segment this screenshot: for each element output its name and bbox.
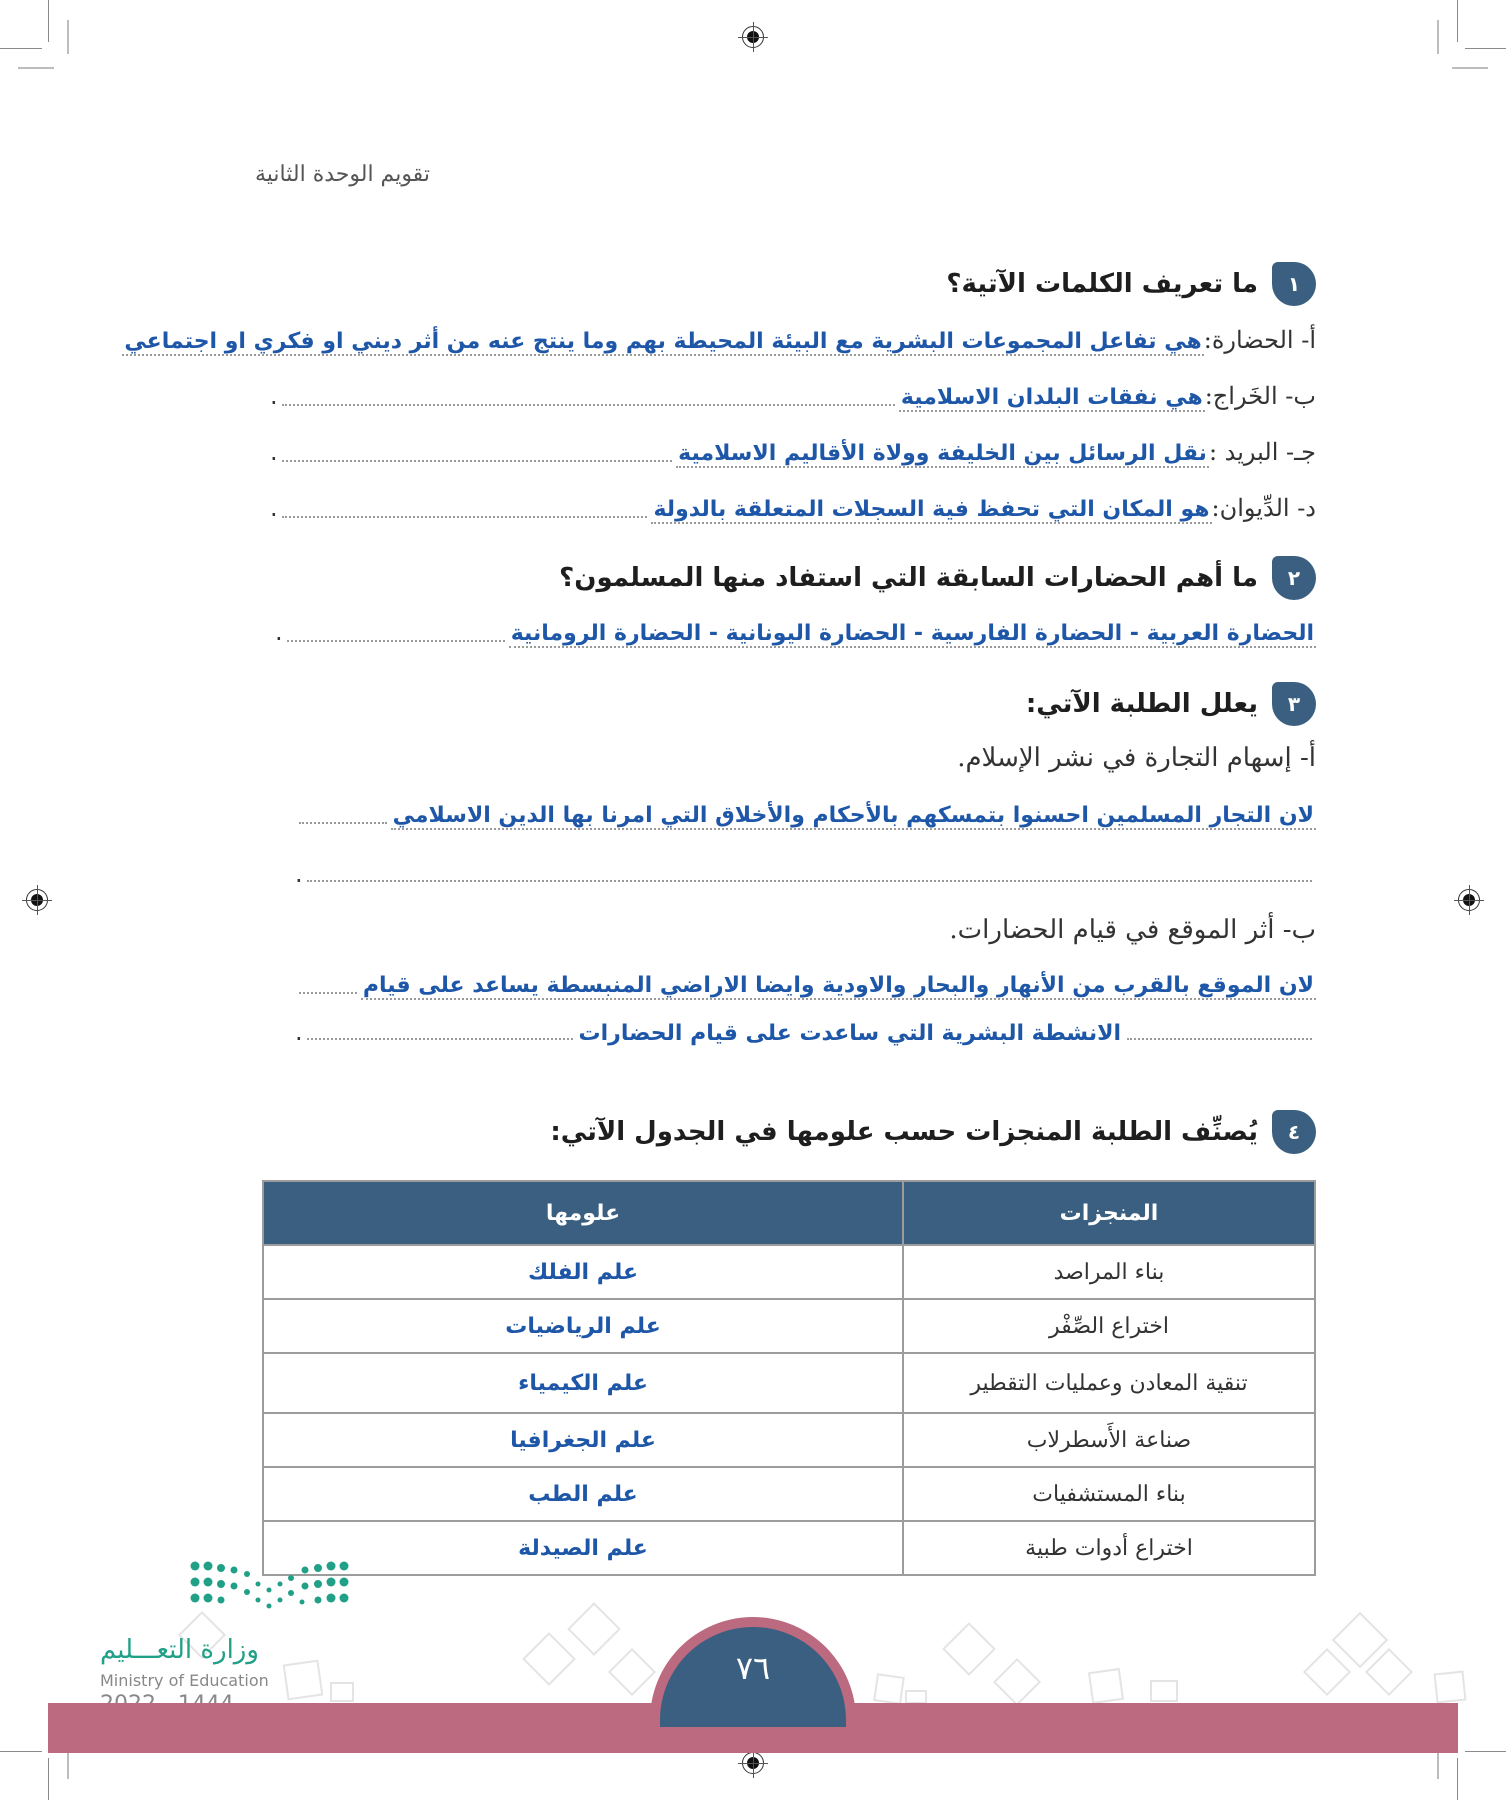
previous-civilizations-answer: الحضارة العربية - الحضارة الفارسية - الحضارة اليونانية - الحضارة الرومانية . bbox=[275, 618, 1314, 646]
table-row bbox=[263, 1353, 1315, 1413]
answer-text[interactable]: لان الموقع بالقرب من الأنهار والبحار والاودية وايضا الاراضي المنبسطة يساعد على قيام bbox=[362, 973, 1314, 998]
answer-text[interactable]: هي نفقات البلدان الاسلامية bbox=[900, 385, 1203, 410]
definition-barid: جـ- البريد : نقل الرسائل بين الخليفة وولاة الأقاليم الاسلامية . bbox=[270, 438, 1316, 466]
achievement-cell: تنقية المعادن وعمليات التقطير bbox=[903, 1353, 1315, 1413]
table-header-row bbox=[263, 1181, 1315, 1245]
column-header-achievements: المنجزات bbox=[903, 1181, 1315, 1245]
dotted-line bbox=[282, 460, 672, 462]
science-cell[interactable]: علم الرياضيات bbox=[263, 1299, 903, 1353]
decorative-square bbox=[330, 1682, 354, 1702]
answer-line bbox=[295, 973, 1316, 1000]
definition-kharaj: ب- الخَراج: هي نفقات البلدان الاسلامية . bbox=[270, 382, 1316, 410]
dotted-line bbox=[307, 1038, 573, 1040]
table-row bbox=[263, 1245, 1315, 1299]
table-row bbox=[263, 1413, 1315, 1467]
question-2-heading bbox=[559, 556, 1316, 600]
ministry-name-arabic: وزارة التعـــليم bbox=[100, 1635, 259, 1665]
achievement-cell: اختراع أدوات طبية bbox=[903, 1521, 1315, 1575]
dotted-line bbox=[287, 640, 505, 642]
question-1-heading bbox=[946, 262, 1316, 306]
decorative-square bbox=[1088, 1668, 1124, 1704]
answer-text[interactable]: هي تفاعل المجموعات البشرية مع البيئة المحيطة بهم وما ينتج عنه من أثر ديني او فكري او اجتماعي bbox=[124, 329, 1202, 354]
achievement-cell: بناء المراصد bbox=[903, 1245, 1315, 1299]
answer-line bbox=[295, 803, 1316, 830]
table-row bbox=[263, 1467, 1315, 1521]
decorative-square bbox=[873, 1673, 905, 1705]
sub-question-trade: أ- إسهام التجارة في نشر الإسلام. bbox=[957, 743, 1316, 773]
dotted-line bbox=[299, 822, 387, 824]
answer-line: . bbox=[295, 860, 1316, 888]
table-row bbox=[263, 1521, 1315, 1575]
dotted-line[interactable] bbox=[307, 880, 1312, 882]
science-cell[interactable]: علم الكيمياء bbox=[263, 1353, 903, 1413]
unit-review-title: تقويم الوحدة الثانية bbox=[255, 162, 430, 187]
achievements-table bbox=[262, 1180, 1316, 1576]
science-cell[interactable]: علم الصيدلة bbox=[263, 1521, 903, 1575]
question-number-badge: ٤ bbox=[1272, 1110, 1316, 1154]
question-number-badge: ٣ bbox=[1272, 682, 1316, 726]
decorative-square bbox=[905, 1690, 927, 1704]
dotted-line bbox=[282, 516, 648, 518]
column-header-sciences: علومها bbox=[263, 1181, 903, 1245]
question-3-heading bbox=[1026, 682, 1316, 726]
achievement-cell: بناء المستشفيات bbox=[903, 1467, 1315, 1521]
ministry-dots-icon bbox=[185, 1560, 355, 1610]
answer-text[interactable]: نقل الرسائل بين الخليفة وولاة الأقاليم الاسلامية bbox=[678, 441, 1207, 466]
question-number-badge: ٢ bbox=[1272, 556, 1316, 600]
answer-text[interactable]: الانشطة البشرية التي ساعدت على قيام الحضارات bbox=[578, 1021, 1121, 1046]
question-4-heading bbox=[550, 1110, 1316, 1154]
decorative-square bbox=[1434, 1671, 1467, 1704]
page-number: ٧٦ bbox=[660, 1627, 846, 1727]
achievement-cell: صناعة الأَسطرلاب bbox=[903, 1413, 1315, 1467]
question-text: يعلل الطلبة الآتي: bbox=[1025, 689, 1258, 719]
ministry-name-english: Ministry of Education bbox=[100, 1671, 269, 1690]
table-row bbox=[263, 1299, 1315, 1353]
definition-civilization: أ- الحضارة: هي تفاعل المجموعات البشرية مع البيئة المحيطة بهم وما ينتج عنه من أثر ديني او فكري او اجتماعي bbox=[124, 326, 1316, 354]
question-text: ما تعريف الكلمات الآتية؟ bbox=[946, 269, 1258, 299]
sub-question-location: ب- أثر الموقع في قيام الحضارات. bbox=[949, 915, 1316, 945]
answer-text[interactable]: لان التجار المسلمين احسنوا بتمسكهم بالأحكام والأخلاق التي امرنا بها الدين الاسلامي bbox=[392, 803, 1314, 828]
decorative-square bbox=[283, 1660, 324, 1701]
answer-line: الانشطة البشرية التي ساعدت على قيام الحضارات . bbox=[295, 1018, 1316, 1046]
decorative-square bbox=[1150, 1680, 1178, 1702]
achievement-cell: اختراع الصِّفْر bbox=[903, 1299, 1315, 1353]
answer-text[interactable]: الحضارة العربية - الحضارة الفارسية - الحضارة اليونانية - الحضارة الرومانية bbox=[510, 621, 1314, 646]
science-cell[interactable]: علم الفلك bbox=[263, 1245, 903, 1299]
definition-diwan: د- الدِّيوان: هو المكان التي تحفظ فية السجلات المتعلقة بالدولة . bbox=[270, 494, 1316, 522]
dotted-line bbox=[282, 404, 895, 406]
science-cell[interactable]: علم الطب bbox=[263, 1467, 903, 1521]
answer-text[interactable]: هو المكان التي تحفظ فية السجلات المتعلقة بالدولة bbox=[653, 497, 1210, 522]
question-text: ما أهم الحضارات السابقة التي استفاد منها المسلمون؟ bbox=[559, 563, 1258, 593]
dotted-line bbox=[299, 992, 357, 994]
science-cell[interactable]: علم الجغرافيا bbox=[263, 1413, 903, 1467]
dotted-line bbox=[1127, 1038, 1312, 1040]
question-number-badge: ١ bbox=[1272, 262, 1316, 306]
question-text: يُصنِّف الطلبة المنجزات حسب علومها في الجدول الآتي: bbox=[550, 1117, 1258, 1147]
